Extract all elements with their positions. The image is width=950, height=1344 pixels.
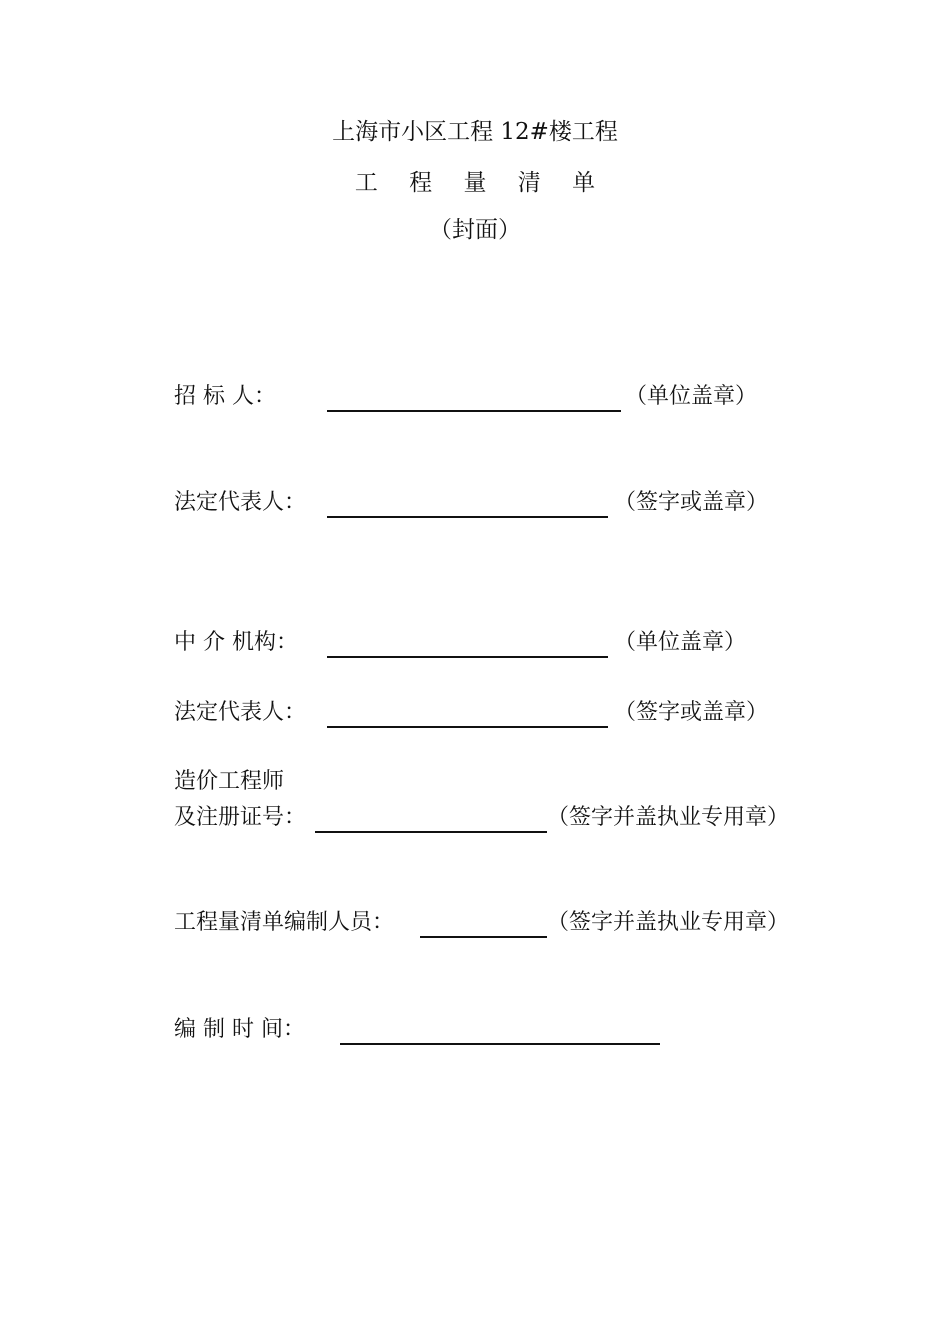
legal-rep-1-row [174, 488, 794, 518]
cost-engineer-label-line2: 及注册证号： [174, 805, 307, 830]
tenderer-row [174, 382, 794, 412]
preparer-label: 工程量清单编制人员： [174, 910, 395, 935]
legal-rep-2-row [174, 698, 794, 728]
legal-rep-1-signature-line[interactable] [327, 516, 608, 518]
legal-rep-2-signature-line[interactable] [327, 726, 608, 728]
cost-engineer-label-line1: 造价工程师 [174, 769, 285, 794]
prep-time-line[interactable] [340, 1043, 660, 1045]
preparer-row [174, 908, 814, 938]
agency-note: （单位盖章） [614, 630, 747, 655]
tenderer-note: （单位盖章） [625, 384, 758, 409]
preparer-note: （签字并盖执业专用章） [547, 910, 790, 935]
document-title: 工 程 量 清 单 [354, 170, 608, 196]
agency-signature-line[interactable] [327, 656, 608, 658]
cost-engineer-row [174, 803, 814, 833]
prep-time-label: 编 制 时 间： [174, 1017, 305, 1042]
preparer-signature-line[interactable] [420, 936, 547, 938]
cost-engineer-label-line1-row [174, 767, 814, 797]
tenderer-signature-line[interactable] [327, 410, 621, 412]
prep-time-row [174, 1015, 674, 1045]
legal-rep-2-note: （签字或盖章） [614, 700, 769, 725]
document-subtitle: （封面） [429, 217, 521, 243]
legal-rep-1-label: 法定代表人： [174, 490, 307, 515]
cost-engineer-signature-line[interactable] [315, 831, 547, 833]
project-title: 上海市小区工程 12#楼工程 [332, 119, 618, 145]
legal-rep-1-note: （签字或盖章） [614, 490, 769, 515]
agency-row [174, 628, 794, 658]
cost-engineer-note: （签字并盖执业专用章） [547, 805, 790, 830]
legal-rep-2-label: 法定代表人： [174, 700, 307, 725]
tenderer-label: 招 标 人： [174, 384, 276, 409]
agency-label: 中 介 机构： [174, 630, 298, 655]
